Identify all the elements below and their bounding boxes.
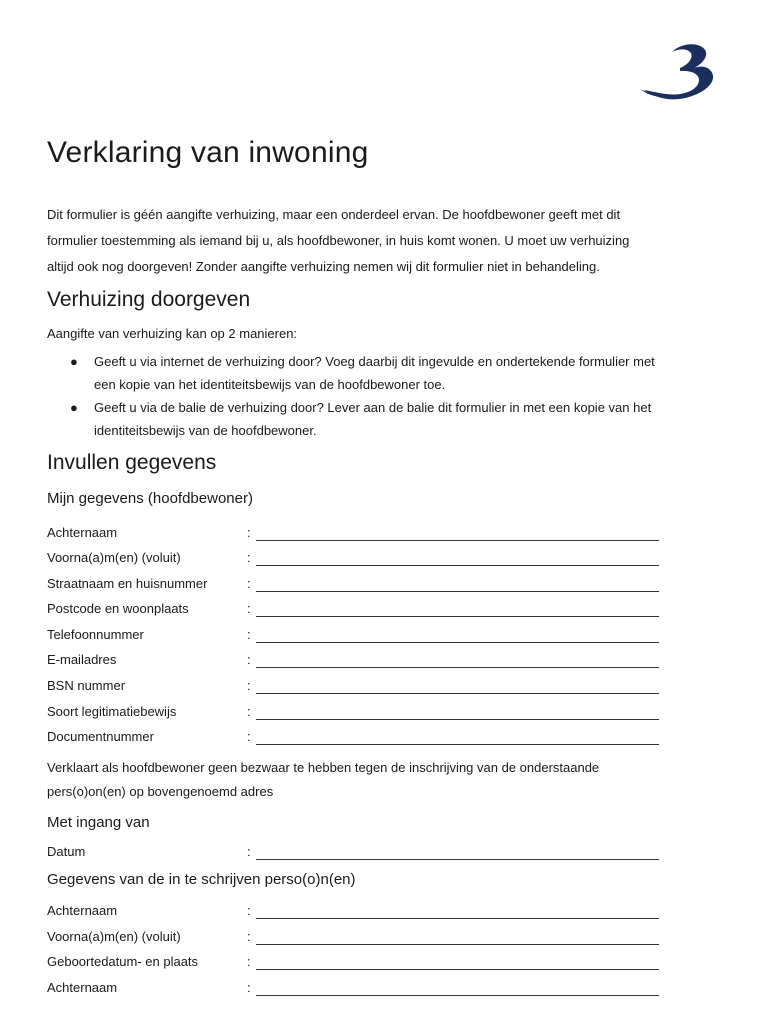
field-colon: : — [247, 652, 251, 667]
field-label: Datum — [47, 844, 86, 859]
field-input-line[interactable] — [256, 667, 659, 668]
intro-text — [47, 202, 727, 280]
intro-line: Dit formulier is géén aangifte verhuizing, maar een onderdeel ervan. De hoofdbewoner geeft met dit — [47, 207, 621, 222]
list-item-line: Geeft u via internet de verhuizing door? Voeg daarbij dit ingevulde en ondertekende formulier met — [94, 354, 655, 369]
field-input-line[interactable] — [256, 642, 659, 643]
field-row — [47, 844, 662, 864]
field-row — [47, 627, 662, 647]
field-label: Straatnaam en huisnummer — [47, 576, 208, 591]
field-label: Voorna(a)m(en) (voluit) — [47, 929, 181, 944]
field-input-line[interactable] — [256, 744, 659, 745]
field-row — [47, 525, 662, 545]
field-colon: : — [247, 844, 251, 859]
declaration-text — [47, 756, 727, 804]
field-row — [47, 652, 662, 672]
field-label: Achternaam — [47, 980, 118, 995]
list-item-line: een kopie van het identiteitsbewijs van de hoofdbewoner toe. — [94, 377, 446, 392]
field-input-line[interactable] — [256, 719, 659, 720]
declaration-line: Verklaart als hoofdbewoner geen bezwaar te hebben tegen de inschrijving van de onderstaande — [47, 760, 600, 775]
list-item-line: identiteitsbewijs van de hoofdbewoner. — [94, 423, 317, 438]
field-colon: : — [247, 704, 251, 719]
move-options-list — [47, 350, 727, 442]
field-row — [47, 929, 662, 949]
declaration-line: pers(o)on(en) op bovengenoemd adres — [47, 784, 274, 799]
field-label: Soort legitimatiebewijs — [47, 704, 177, 719]
field-colon: : — [247, 678, 251, 693]
field-input-line[interactable] — [256, 969, 659, 970]
field-label: Documentnummer — [47, 729, 154, 744]
intro-line: altijd ook nog doorgeven! Zonder aangifte verhuizing nemen wij dit formulier niet in behandeling. — [47, 259, 600, 274]
field-input-line[interactable] — [256, 616, 659, 617]
persons-heading: Gegevens van de in te schrijven perso(o)n(en) — [47, 871, 356, 888]
field-row — [47, 980, 662, 1000]
section-heading-fill: Invullen gegevens — [47, 451, 217, 474]
field-colon: : — [247, 601, 251, 616]
field-input-line[interactable] — [256, 918, 659, 919]
field-row — [47, 903, 662, 923]
field-colon: : — [247, 525, 251, 540]
field-row — [47, 576, 662, 596]
section-heading-move: Verhuizing doorgeven — [47, 288, 251, 311]
field-input-line[interactable] — [256, 565, 659, 566]
field-colon: : — [247, 929, 251, 944]
field-label: Geboortedatum- en plaats — [47, 954, 199, 969]
field-input-line[interactable] — [256, 944, 659, 945]
field-colon: : — [247, 980, 251, 995]
bullet-icon: ● — [70, 354, 78, 369]
field-input-line[interactable] — [256, 540, 659, 541]
field-label: Achternaam — [47, 903, 118, 918]
my-data-heading: Mijn gegevens (hoofdbewoner) — [47, 490, 253, 507]
field-label: Postcode en woonplaats — [47, 601, 189, 616]
b-logo — [636, 40, 726, 110]
page-title: Verklaring van inwoning — [47, 136, 369, 169]
field-colon: : — [247, 576, 251, 591]
intro-line: formulier toestemming als iemand bij u, als hoofdbewoner, in huis komt wonen. U moet uw verhuizing — [47, 233, 630, 248]
field-label: BSN nummer — [47, 678, 126, 693]
field-label: E-mailadres — [47, 652, 117, 667]
field-label: Voorna(a)m(en) (voluit) — [47, 550, 181, 565]
field-row — [47, 954, 662, 974]
field-input-line[interactable] — [256, 591, 659, 592]
field-label: Achternaam — [47, 525, 118, 540]
field-row — [47, 729, 662, 749]
list-item — [47, 396, 727, 442]
field-input-line[interactable] — [256, 693, 659, 694]
bullet-icon: ● — [70, 400, 78, 415]
field-colon: : — [247, 729, 251, 744]
list-item — [47, 350, 727, 396]
list-item-line: Geeft u via de balie de verhuizing door? Lever aan de balie dit formulier in met een kopie van het — [94, 400, 652, 415]
field-colon: : — [247, 550, 251, 565]
field-row — [47, 678, 662, 698]
field-colon: : — [247, 954, 251, 969]
field-row — [47, 704, 662, 724]
field-input-line[interactable] — [256, 995, 659, 996]
move-lead: Aangifte van verhuizing kan op 2 manieren: — [47, 326, 298, 341]
field-colon: : — [247, 627, 251, 642]
field-label: Telefoonnummer — [47, 627, 144, 642]
field-input-line[interactable] — [256, 859, 659, 860]
start-date-heading: Met ingang van — [47, 814, 150, 831]
field-row — [47, 601, 662, 621]
field-colon: : — [247, 903, 251, 918]
field-row — [47, 550, 662, 570]
